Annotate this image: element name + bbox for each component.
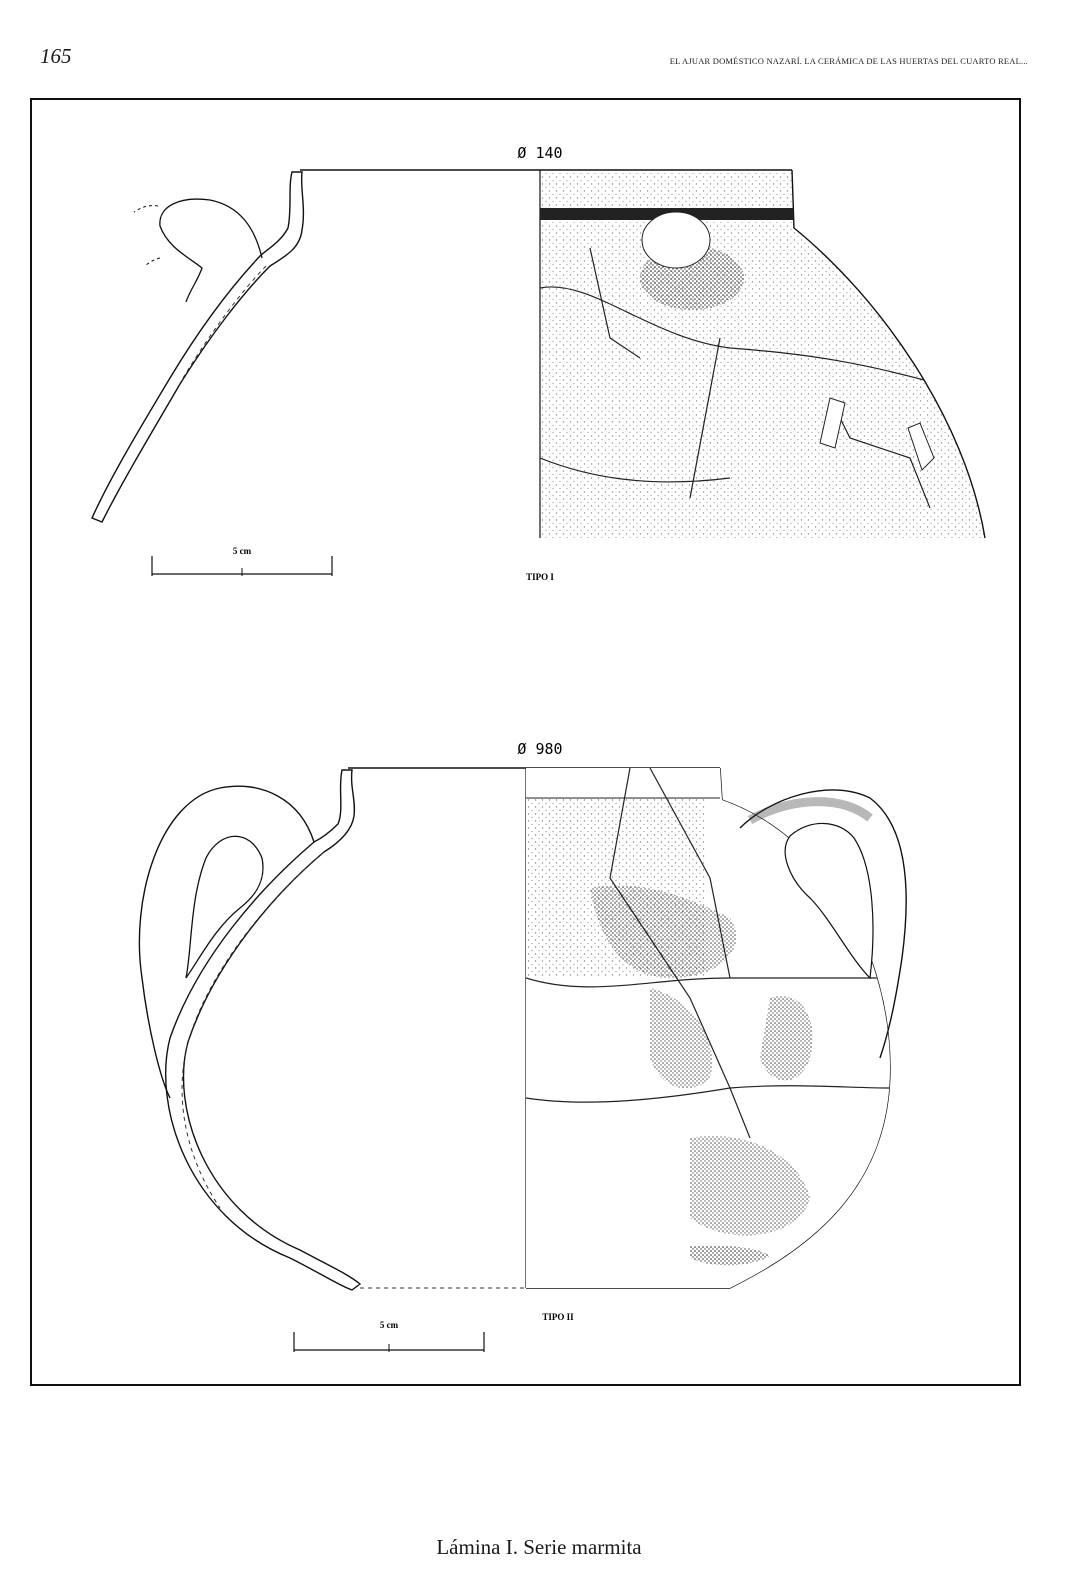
type-label-2: TIPO II	[542, 1312, 574, 1322]
scale-bar-1	[152, 546, 332, 576]
diameter-label-2: Ø 980	[517, 740, 563, 758]
scale-label-2: 5 cm	[379, 1320, 399, 1330]
type-label-1: TIPO I	[526, 572, 554, 582]
page-number: 165	[40, 44, 72, 68]
plate-caption: Lámina I. Serie marmita	[436, 1535, 642, 1559]
running-header: EL AJUAR DOMÉSTICO NAZARÍ. LA CERÁMICA DE LAS HUERTAS DEL CUARTO REAL...	[669, 56, 1028, 66]
plate-illustration	[30, 98, 1021, 1386]
scale-label-1: 5 cm	[232, 546, 252, 556]
diameter-label-1: Ø 140	[517, 144, 563, 162]
figure-tipo-2	[139, 740, 926, 1352]
scale-bar-2	[294, 1320, 484, 1352]
figure-tipo-1	[92, 144, 1000, 582]
